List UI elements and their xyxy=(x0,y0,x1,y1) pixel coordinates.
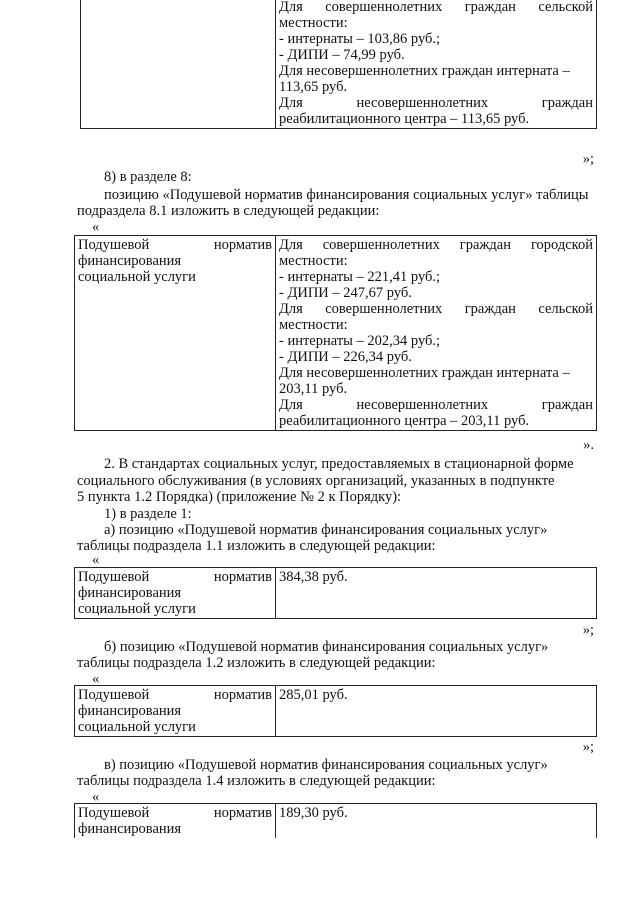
closing-quote: »; xyxy=(582,622,594,638)
paragraph-line: позицию «Подушевой норматив финансирования социальных услуг» таблицы xyxy=(104,187,589,203)
table-subsection-1-4 xyxy=(74,803,597,838)
table-value-cell: 285,01 руб. xyxy=(276,686,597,737)
table-right-cell: Для совершеннолетних граждан сельской местности: - интернаты – 103,86 руб.; - ДИПИ – 74,99 руб. Для несовершеннолетних граждан интерната – 113,65 руб. Для несовершеннолетних граждан реабилитационного центра – 113,65 руб. xyxy=(276,0,597,129)
paragraph-line: а) позицию «Подушевой норматив финансирования социальных услуг» xyxy=(104,522,548,538)
opening-quote: « xyxy=(92,219,100,235)
paragraph-line: таблицы подраздела 1.1 изложить в следующей редакции: xyxy=(77,538,436,554)
table-continuation xyxy=(80,0,597,129)
opening-quote: « xyxy=(92,671,100,687)
table-label-cell: Подушевой норматив финансирования xyxy=(75,804,276,839)
closing-quote: »; xyxy=(582,739,594,755)
opening-quote: « xyxy=(92,552,100,568)
paragraph-line: подраздела 8.1 изложить в следующей редакции: xyxy=(77,203,380,219)
table-value-cell: 384,38 руб. xyxy=(276,568,597,619)
paragraph-line: таблицы подраздела 1.2 изложить в следующей редакции: xyxy=(77,655,436,671)
subsection-heading: 1) в разделе 1: xyxy=(104,506,192,522)
table-label-cell: Подушевой норматив финансирования социальной услуги xyxy=(75,236,276,431)
paragraph-line: б) позицию «Подушевой норматив финансирования социальных услуг» xyxy=(104,639,549,655)
table-subsection-1-1 xyxy=(74,567,597,619)
table-section-8 xyxy=(74,235,597,431)
table-label-cell: Подушевой норматив финансирования социальной услуги xyxy=(75,686,276,737)
table-label-cell: Подушевой норматив финансирования социальной услуги xyxy=(75,568,276,619)
table-left-cell xyxy=(81,0,276,129)
opening-quote: « xyxy=(92,789,100,805)
table-value-cell: 189,30 руб. xyxy=(276,804,597,839)
closing-quote: ». xyxy=(583,437,594,453)
paragraph-line: в) позицию «Подушевой норматив финансирования социальных услуг» xyxy=(104,757,548,773)
paragraph-line: 5 пункта 1.2 Порядка) (приложение № 2 к Порядку): xyxy=(77,489,402,505)
closing-quote: »; xyxy=(582,151,594,167)
table-subsection-1-2 xyxy=(74,685,597,737)
section-heading: 8) в разделе 8: xyxy=(104,169,192,185)
table-value-cell: Для совершеннолетних граждан городской местности: - интернаты – 221,41 руб.; - ДИПИ – 247,67 руб. Для совершеннолетних граждан сельской местности: - интернаты – 202,34 руб.; - ДИПИ – 226,34 руб. Для несовершеннолетних граждан интерната – 203,11 руб. Для несовершеннолетних граждан реабилитационного центра – 203,11 руб. xyxy=(276,236,597,431)
paragraph-line: социального обслуживания (в условиях организаций, указанных в подпункте xyxy=(77,473,555,489)
paragraph-line: таблицы подраздела 1.4 изложить в следующей редакции: xyxy=(77,773,436,789)
paragraph-line: 2. В стандартах социальных услуг, предоставляемых в стационарной форме xyxy=(104,456,574,472)
